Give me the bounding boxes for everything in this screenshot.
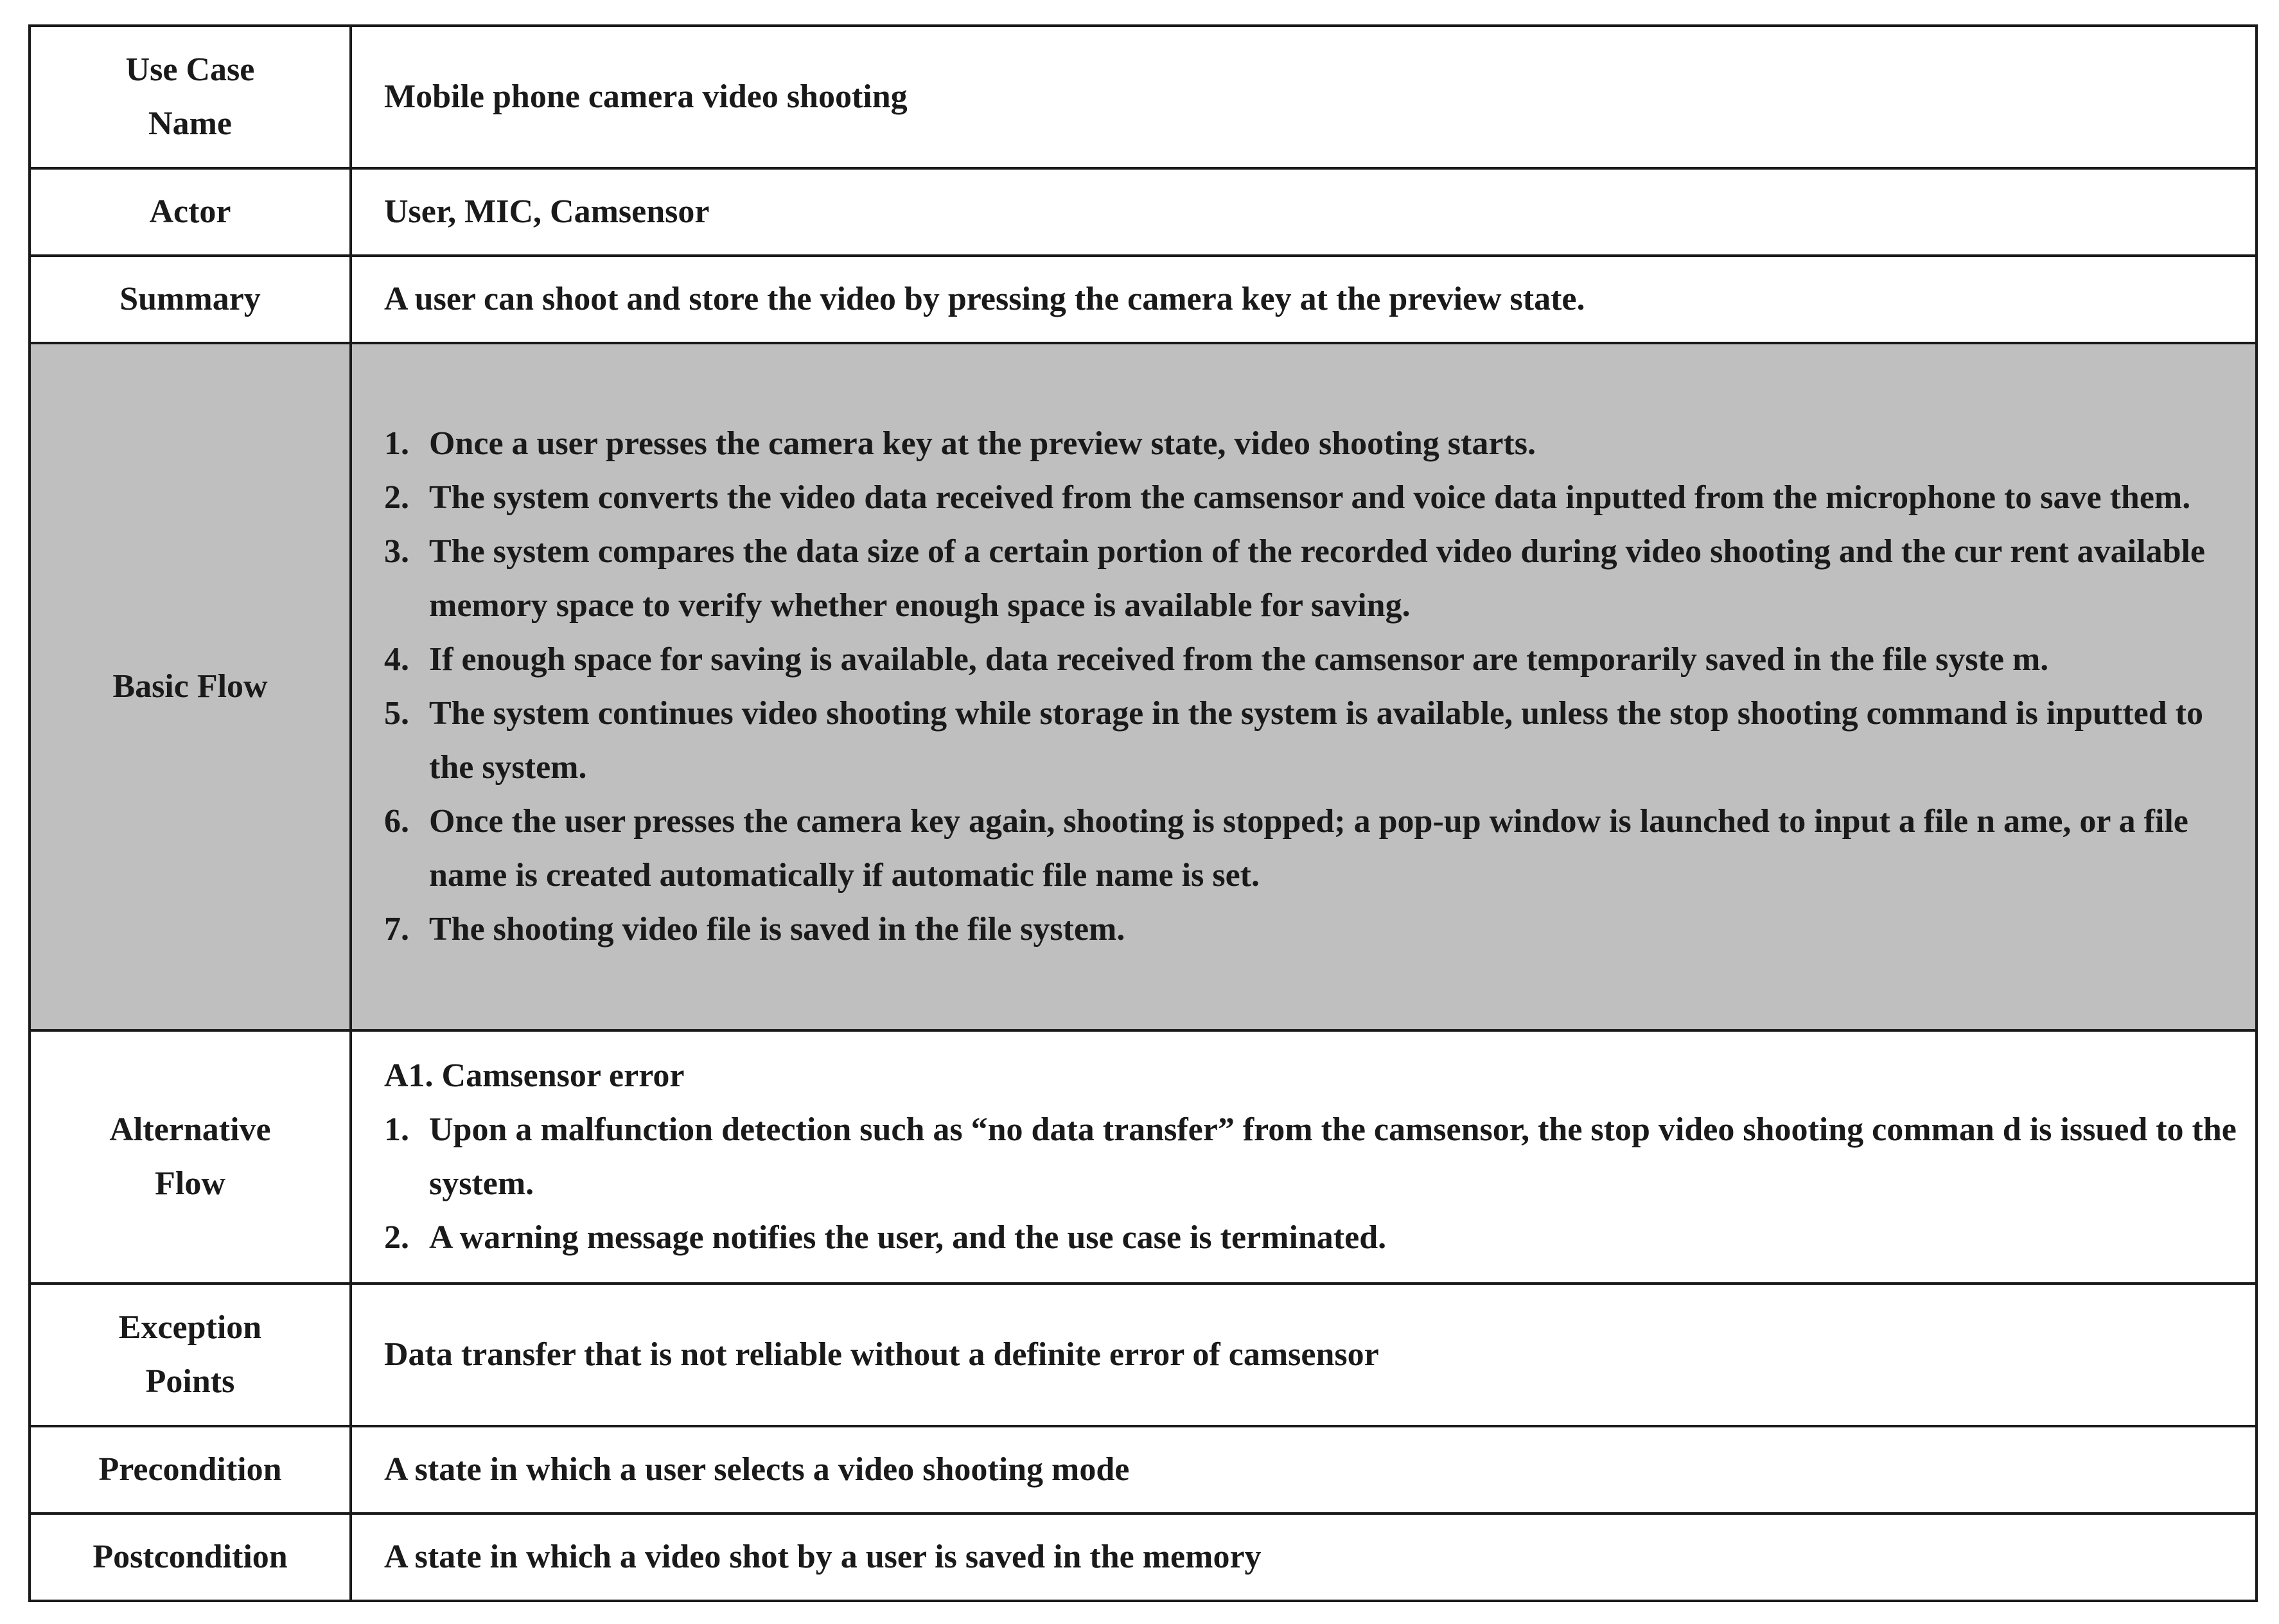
step-text: The system converts the video data received from the camsensor and voice data inputted from the microphone to save them. xyxy=(429,479,2191,516)
step-number: 3. xyxy=(384,533,409,570)
value-precondition: A state in which a user selects a video shooting mode xyxy=(351,1426,2257,1514)
label-alternative-flow: Alternative Flow xyxy=(30,1030,351,1284)
value-actor: User, MIC, Camsensor xyxy=(351,168,2257,256)
step-number: 4. xyxy=(384,641,409,678)
row-exception-points xyxy=(30,1284,2257,1426)
value-basic-flow xyxy=(351,343,2257,1030)
step-text: The system continues video shooting while storage in the system is available, unless the stop shooting command is inputted to the system. xyxy=(429,695,2203,786)
basic-flow-step xyxy=(384,525,2242,633)
row-actor xyxy=(30,168,2257,256)
step-text: The system compares the data size of a certain portion of the recorded video during video shooting and the cur rent available memory space to verify whether enough space is available for saving. xyxy=(429,533,2206,624)
value-exception-points: Data transfer that is not reliable without a definite error of camsensor xyxy=(351,1284,2257,1426)
basic-flow-step xyxy=(384,471,2242,525)
step-text: Upon a malfunction detection such as “no data transfer” from the camsensor, the stop video shooting comman d is issued to the system. xyxy=(429,1111,2237,1202)
value-postcondition: A state in which a video shot by a user is saved in the memory xyxy=(351,1514,2257,1601)
alternative-flow-heading: A1. Camsensor error xyxy=(384,1057,685,1094)
label-exception-points: Exception Points xyxy=(30,1284,351,1426)
step-number: 1. xyxy=(384,425,409,462)
row-basic-flow xyxy=(30,343,2257,1030)
label-summary: Summary xyxy=(30,256,351,343)
label-basic-flow: Basic Flow xyxy=(30,343,351,1030)
label-actor: Actor xyxy=(30,168,351,256)
row-postcondition xyxy=(30,1514,2257,1601)
label-use-case-name: Use Case Name xyxy=(30,26,351,168)
label-postcondition: Postcondition xyxy=(30,1514,351,1601)
basic-flow-step xyxy=(384,633,2242,687)
basic-flow-step xyxy=(384,795,2242,903)
step-number: 7. xyxy=(384,911,409,948)
value-alternative-flow xyxy=(351,1030,2257,1284)
step-number: 6. xyxy=(384,803,409,840)
step-text: If enough space for saving is available, data received from the camsensor are temporarily saved in the file syste m. xyxy=(429,641,2049,678)
basic-flow-step xyxy=(384,687,2242,795)
step-number: 5. xyxy=(384,695,409,732)
basic-flow-steps xyxy=(384,417,2242,957)
row-precondition xyxy=(30,1426,2257,1514)
alternative-flow-steps xyxy=(384,1103,2242,1265)
alternative-flow-step xyxy=(384,1211,2242,1265)
step-text: Once the user presses the camera key again, shooting is stopped; a pop-up window is launched to input a file n ame, or a file name is created automatically if automatic file name is set. xyxy=(429,803,2188,894)
row-alternative-flow xyxy=(30,1030,2257,1284)
use-case-table xyxy=(28,24,2258,1602)
value-summary: A user can shoot and store the video by pressing the camera key at the preview state. xyxy=(351,256,2257,343)
step-text: The shooting video file is saved in the file system. xyxy=(429,911,1125,948)
basic-flow-step xyxy=(384,903,2242,957)
alternative-flow-step xyxy=(384,1103,2242,1211)
row-use-case-name xyxy=(30,26,2257,168)
row-summary xyxy=(30,256,2257,343)
step-number: 1. xyxy=(384,1111,409,1148)
basic-flow-step xyxy=(384,417,2242,471)
value-use-case-name: Mobile phone camera video shooting xyxy=(351,26,2257,168)
step-text: A warning message notifies the user, and the use case is terminated. xyxy=(429,1219,1387,1256)
step-number: 2. xyxy=(384,1219,409,1256)
label-precondition: Precondition xyxy=(30,1426,351,1514)
step-number: 2. xyxy=(384,479,409,516)
step-text: Once a user presses the camera key at the preview state, video shooting starts. xyxy=(429,425,1536,462)
